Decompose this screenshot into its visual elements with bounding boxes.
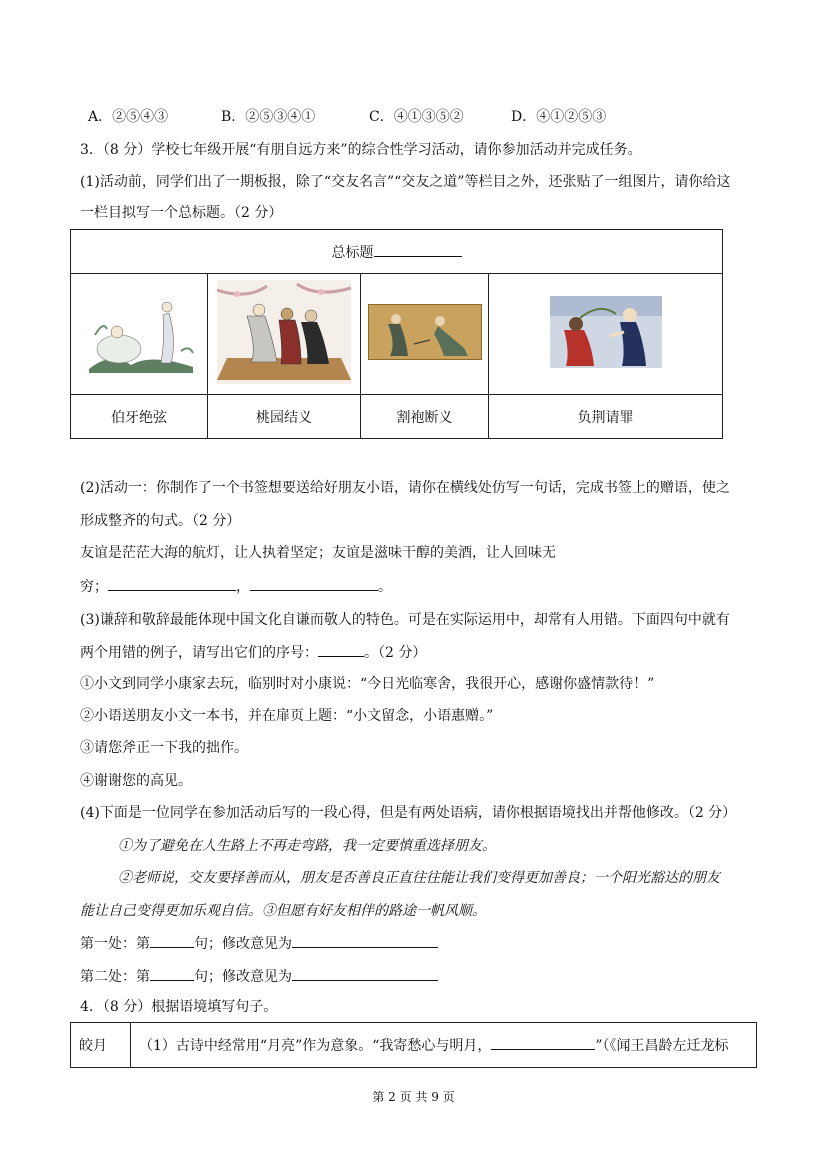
image-cell-4 — [489, 274, 723, 395]
q3-part2-line3: 友谊是茫茫大海的航灯，让人执着坚定；友谊是滋味干醇的美酒，让人回味无 — [80, 545, 556, 561]
fix1-mid: 句；修改意见为 — [194, 936, 292, 952]
title-label: 总标题 — [331, 244, 374, 261]
part2-prefix: 穷； — [80, 579, 108, 595]
fix1-suggestion-blank[interactable] — [292, 933, 438, 948]
caption-1: 伯牙绝弦 — [71, 395, 208, 439]
taoyuan-painting-image — [217, 280, 351, 384]
fix1-prefix: 第一处：第 — [80, 936, 150, 952]
part3-item-3: ③请您斧正一下我的拙作。 — [80, 740, 248, 756]
part4-para2b: 能让自己变得更加乐观自信。③但愿有好友相伴的路途一帆风顺。 — [80, 903, 486, 919]
boya-painting-image — [81, 291, 197, 373]
fix1-sentence-blank[interactable] — [150, 933, 194, 948]
fix-line-1 — [80, 933, 438, 954]
part4-para1: ①为了避免在人生路上不再走弯路，我一定要慎重选择朋友。 — [118, 838, 496, 854]
fix2-prefix: 第二处：第 — [80, 969, 150, 985]
q4-row-text — [131, 1023, 757, 1068]
caption-3: 割袍断义 — [361, 395, 489, 439]
part2-blank-2[interactable] — [250, 576, 378, 591]
q3-part2-line1: (2)活动一：你制作了一个书签想要送给好朋友小语，请你在横线处仿写一句话，完成书签上的赠语，使之 — [80, 480, 730, 496]
caption-4: 负荆请罪 — [489, 395, 723, 439]
part3-item-1: ①小文到同学小康家去玩，临别时对小康说：“今日光临寒舍，我很开心，感谢你盛情款待！” — [80, 676, 655, 692]
q3-part4-line1: (4)下面是一位同学在参加活动后写的一段心得，但是有两处语病，请你根据语境找出并帮他修改。（2 分） — [80, 805, 737, 821]
image-cell-2 — [208, 274, 361, 395]
q4-header: 4．（8 分）根据语境填写句子。 — [80, 999, 278, 1015]
part3-prefix: 两个用错的例子，请写出它们的序号： — [80, 645, 318, 661]
q3-part2-line4 — [80, 576, 392, 597]
option-d: D．④①②⑤③ — [511, 109, 607, 125]
q3-header: 3．（8 分）学校七年级开展“有朋自远方来”的综合性学习活动，请你参加活动并完成任务。 — [80, 142, 642, 158]
fix-line-2 — [80, 966, 438, 987]
image-cell-1 — [71, 274, 208, 395]
page-footer: 第 2 页 共 9 页 — [372, 1090, 455, 1104]
part3-item-2: ②小语送朋友小文一本书，并在扉页上题：“小文留念，小语惠赠。” — [80, 708, 494, 724]
part2-end: 。 — [378, 579, 392, 595]
option-c: C．④①③⑤② — [369, 109, 464, 125]
fix2-sentence-blank[interactable] — [150, 966, 194, 981]
title-blank[interactable] — [374, 242, 462, 257]
q4-row-label: 皎月 — [71, 1023, 131, 1068]
q4-text-a: （1）古诗中经常用“月亮”作为意象。“我寄愁心与明月， — [139, 1038, 492, 1054]
fujing-painting-image — [550, 296, 662, 368]
q3-part3-line2 — [80, 642, 426, 663]
q3-part2-line2: 形成整齐的句式。（2 分） — [80, 513, 241, 529]
q4-blank[interactable] — [491, 1035, 595, 1050]
q4-text-b: ”（《闻王昌龄左迁龙标 — [595, 1038, 729, 1054]
fix2-suggestion-blank[interactable] — [292, 966, 438, 981]
q4-table — [70, 1022, 757, 1068]
part3-suffix: 。（2 分） — [364, 645, 427, 661]
caption-2: 桃园结义 — [208, 395, 361, 439]
part2-blank-1[interactable] — [108, 576, 236, 591]
fix2-mid: 句；修改意见为 — [194, 969, 292, 985]
q3-part1-line1: (1)活动前，同学们出了一期板报，除了“交友名言”“交友之道”等栏目之外，还张贴了一组图片，请你给这 — [80, 174, 731, 190]
picture-table — [70, 229, 723, 439]
q3-part1-line2: 一栏目拟写一个总标题。（2 分） — [80, 205, 283, 221]
title-cell — [71, 230, 723, 274]
gepao-painting-image — [368, 304, 482, 360]
q3-part3-line1: (3)谦辞和敬辞最能体现中国文化自谦而敬人的特色。可是在实际运用中，却常有人用错。下面四句中就有 — [80, 612, 730, 628]
part3-blank[interactable] — [318, 642, 364, 657]
part2-sep: ， — [236, 579, 250, 595]
option-a: A．②⑤④③ — [88, 109, 169, 125]
part3-item-4: ④谢谢您的高见。 — [80, 773, 192, 789]
option-b: B．②⑤③④① — [221, 109, 316, 125]
part4-para2a: ②老师说，交友要择善而从，朋友是否善良正直往往能让我们变得更加善良；一个阳光豁达的朋友 — [118, 870, 720, 886]
image-cell-3 — [361, 274, 489, 395]
